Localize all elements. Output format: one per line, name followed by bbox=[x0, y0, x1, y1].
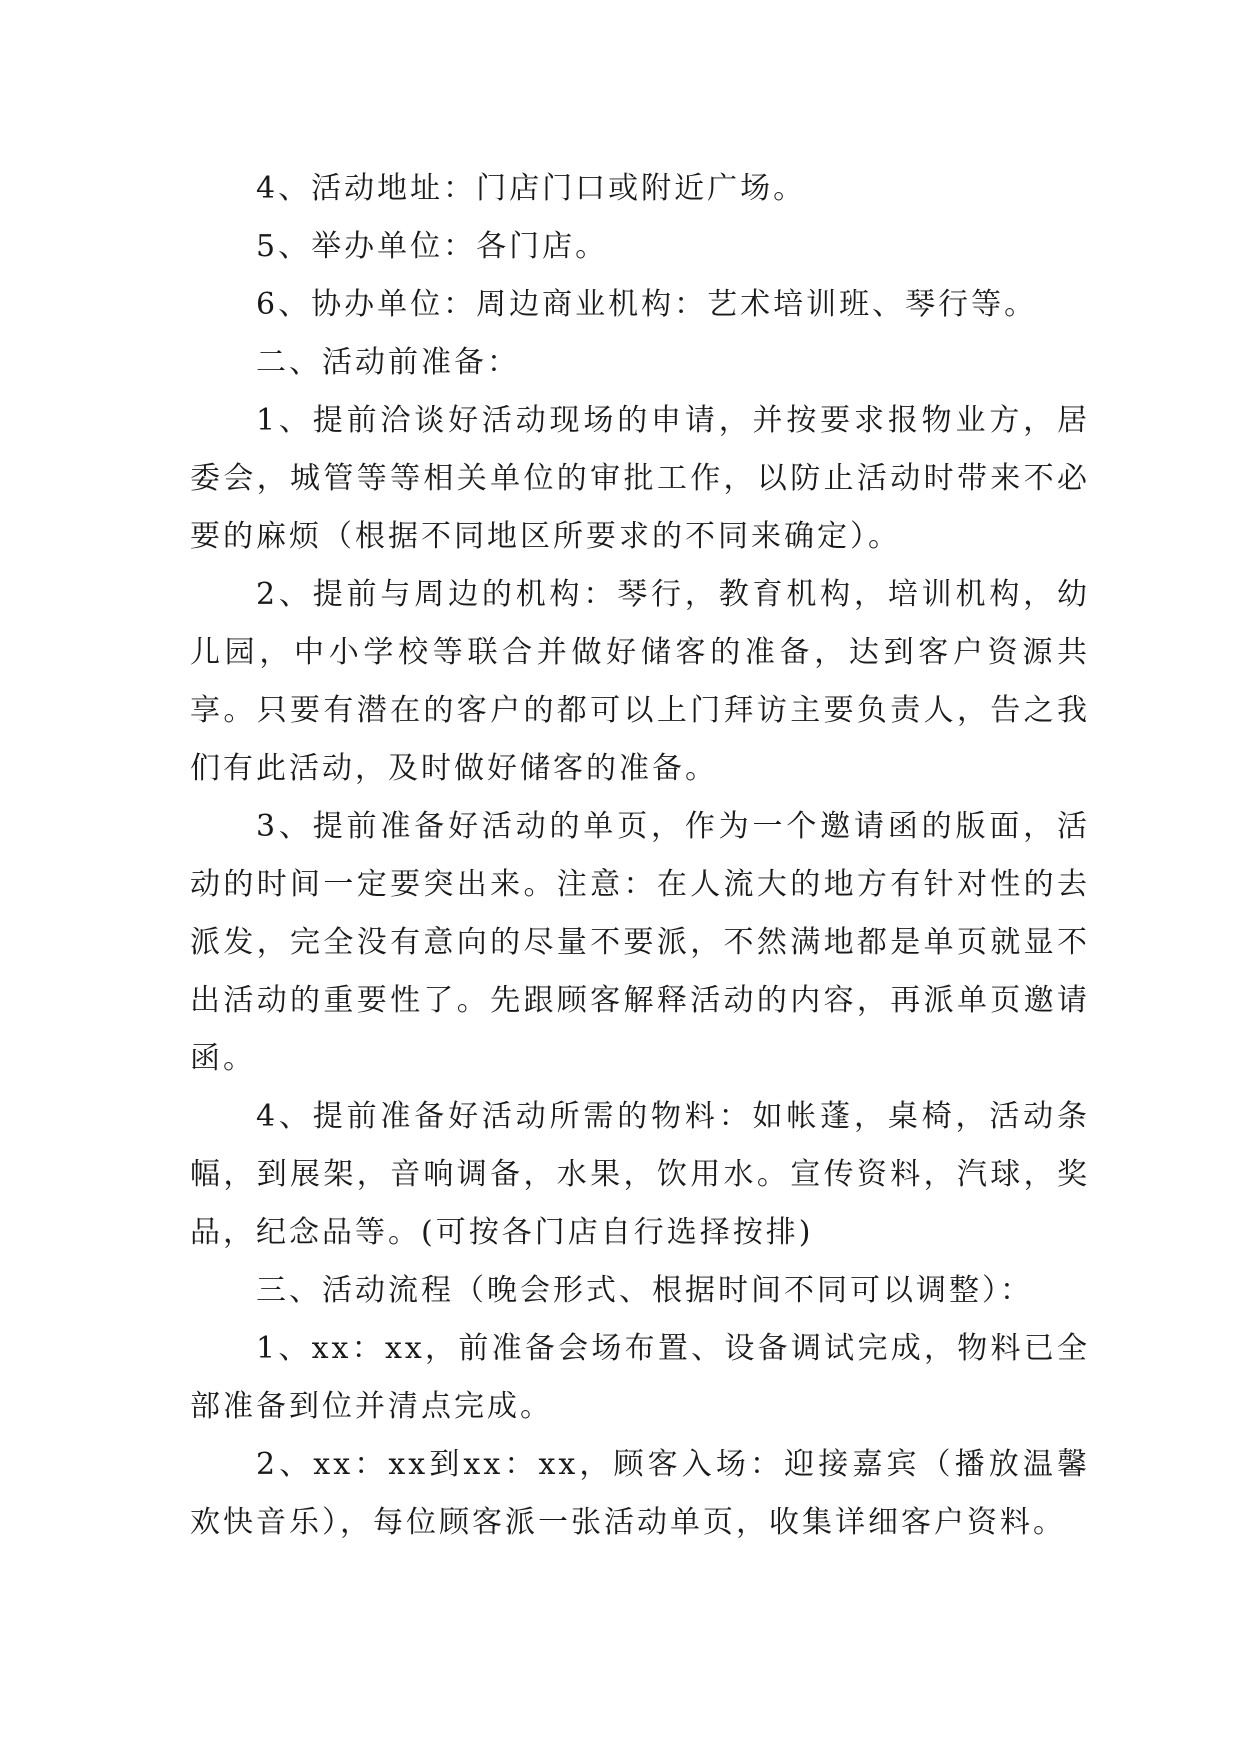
paragraph-prep-3: 3、提前准备好活动的单页，作为一个邀请函的版面，活动的时间一定要突出来。注意：在人流大的地方有针对性的去派发，完全没有意向的尽量不要派，不然满地都是单页就显不出活动的重要性了。先跟顾客解释活动的内容，再派单页邀请函。 bbox=[190, 809, 1090, 1076]
paragraph-prep-1: 1、提前洽谈好活动现场的申请，并按要求报物业方，居委会，城管等等相关单位的审批工作，以防止活动时带来不必要的麻烦（根据不同地区所要求的不同来确定）。 bbox=[190, 403, 1090, 554]
paragraph-process-1: 1、xx：xx，前准备会场布置、设备调试完成，物料已全部准备到位并清点完成。 bbox=[190, 1331, 1090, 1424]
paragraph-prep-4: 4、提前准备好活动所需的物料：如帐蓬，桌椅，活动条幅，到展架，音响调备，水果，饮用水。宣传资料，汽球，奖品，纪念品等。(可按各门店自行选择按排) bbox=[190, 1099, 1090, 1250]
document-body bbox=[190, 160, 1090, 1552]
paragraph-prep-2: 2、提前与周边的机构：琴行，教育机构，培训机构，幼儿园，中小学校等联合并做好储客的准备，达到客户资源共享。只要有潜在的客户的都可以上门拜访主要负责人，告之我们有此活动，及时做好储客的准备。 bbox=[190, 577, 1090, 786]
paragraph-process-2: 2、xx：xx到xx：xx，顾客入场：迎接嘉宾（播放温馨欢快音乐），每位顾客派一张活动单页，收集详细客户资料。 bbox=[190, 1447, 1090, 1540]
paragraph-co-organizer: 6、协办单位：周边商业机构：艺术培训班、琴行等。 bbox=[256, 287, 1038, 322]
section-heading-preparation: 二、活动前准备： bbox=[256, 345, 520, 380]
paragraph-organizer: 5、举办单位：各门店。 bbox=[256, 229, 609, 264]
section-heading-process: 三、活动流程（晚会形式、根据时间不同可以调整）： bbox=[256, 1273, 1033, 1308]
paragraph-activity-address: 4、活动地址：门店门口或附近广场。 bbox=[256, 171, 807, 206]
